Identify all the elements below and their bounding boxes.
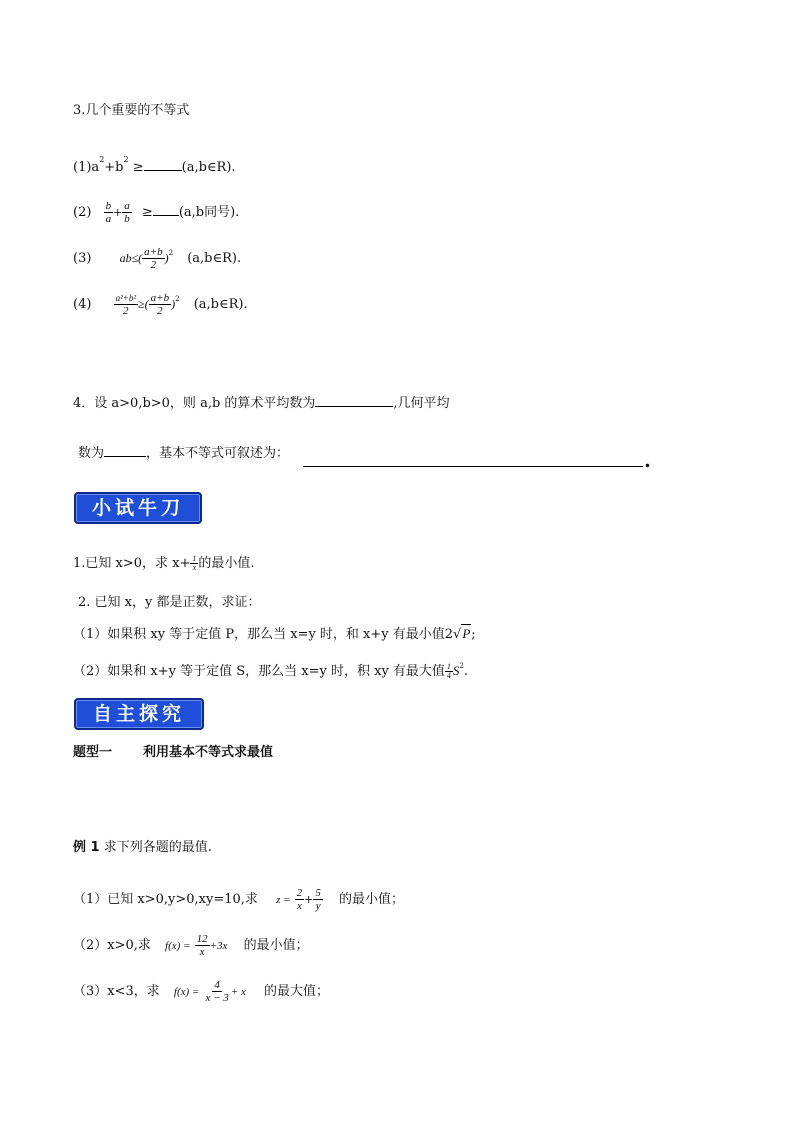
sqrt-p: P [462, 626, 471, 641]
trial-question-2-part-2 [73, 662, 468, 682]
condition: (a,b∈R). [187, 251, 242, 266]
section3-title: 3.几个重要的不等式 [73, 103, 190, 118]
answer-blank[interactable] [153, 203, 179, 216]
item-number: (1) [73, 160, 92, 175]
fraction-1-over-4: $\frac{1}{4}$ [446, 662, 451, 680]
question-text: （1）如果积 xy 等于定值 P，那么当 x=y 时，和 x+y 有最小值2 [73, 627, 454, 642]
section4-text: 数为 [78, 446, 105, 461]
question-text: ; [471, 627, 476, 642]
formula-rhs: ) [164, 251, 169, 265]
question-text: （1）已知 x>0,y>0,xy=10,求 [73, 892, 258, 907]
question-text: （2）x>0,求 [73, 938, 151, 953]
formula-lhs: ab≤( [119, 251, 143, 265]
answer-blank[interactable] [144, 158, 182, 171]
arithmetic-mean-blank[interactable] [315, 394, 393, 407]
exponent: 2 [459, 662, 464, 670]
inequality-item-2 [73, 200, 239, 225]
section-banner-trial: 小试牛刀 [74, 492, 202, 524]
question-text: 的最小值； [339, 892, 405, 907]
fraction-4-over-x-minus-3: $\frac{4}{x - 3}$ [205, 979, 229, 1004]
formula-f: f(x) = [173, 986, 200, 998]
fraction-1-over-x: $\frac{1}{x}$ [192, 554, 197, 572]
var-s: S [452, 663, 460, 678]
question-text: （2）如果和 x+y 等于定值 S，那么当 x=y 时，积 xy 有最大值 [73, 664, 445, 679]
fraction-a-plus-b-over-2: $\frac{a+b}{2}$ [150, 292, 170, 317]
trial-question-2: 2. 已知 x，y 都是正数，求证： [78, 595, 261, 610]
trial-question-2-part-1: （1）如果积 xy 等于定值 P，那么当 x=y 时，和 x+y 有最小值2√P; [73, 626, 476, 642]
plus-sign: + [113, 206, 123, 219]
fraction-a-plus-b-over-2: $\frac{a+b}{2}$ [144, 246, 163, 271]
condition: (a,b∈R). [193, 297, 248, 312]
fraction-2-over-x: $\frac{2}{x}$ [296, 887, 303, 912]
fraction-b-over-a: $\frac{b}{a}$ [105, 200, 112, 225]
topic-title: 利用基本不等式求最值 [143, 745, 274, 760]
example-heading [73, 839, 212, 857]
trial-question-1 [73, 555, 255, 573]
statement-blank[interactable] [303, 466, 643, 467]
question-text: （3）x<3，求 [73, 984, 160, 999]
fraction-a-over-b: $\frac{a}{b}$ [124, 200, 130, 225]
question-text: 的最大值； [264, 984, 330, 999]
example-part-3: （3）x<3，求 f(x) = $\frac{4}{x - 3}$ + x 的最大值； [73, 979, 330, 1004]
item-number: (3) [73, 251, 92, 266]
formula-rhs: ) [171, 297, 176, 311]
condition: (a,b∈R). [181, 160, 236, 175]
section4-text: ，基本不等式可叙述为： [146, 446, 290, 461]
exponent: 2 [175, 295, 180, 303]
item-number: (2) [73, 205, 92, 220]
fraction-12-over-x: $\frac{12}{x}$ [196, 933, 208, 958]
formula-mid: ≥( [138, 297, 149, 311]
section4-line1 [73, 394, 450, 413]
geq-symbol: ≥ [141, 205, 153, 220]
question-text: 的最小值. [198, 556, 255, 571]
inequality-item-1 [73, 155, 236, 178]
geometric-mean-blank[interactable] [104, 444, 146, 457]
exponent: 2 [123, 155, 129, 164]
item-number: (4) [73, 297, 92, 312]
fraction-5-over-y: $\frac{5}{y}$ [315, 887, 321, 912]
example-text: 求下列各题的最值. [99, 840, 212, 855]
formula-z: z = [276, 894, 291, 906]
question-text: . [463, 664, 469, 679]
plus-b: +b [104, 160, 124, 175]
example-label: 例 1 [73, 840, 100, 855]
section4-line2 [78, 444, 289, 463]
example-part-2: （2）x>0,求 f(x) = $\frac{12}{x}$ +3x 的最小值； [73, 933, 309, 958]
formula-f: f(x) = [165, 940, 191, 952]
var-a: a [91, 160, 100, 175]
geq-symbol: ≥ [132, 160, 144, 175]
section4-text: 4．设 a>0,b>0，则 a,b 的算术平均数为 [73, 396, 316, 411]
example-part-1: （1）已知 x>0,y>0,xy=10,求 z = $\frac{2}{x}$ + $\frac{5}{y}$ 的最小值； [73, 887, 405, 912]
fraction-sum-squares-over-2: $\frac{\text{a²+b²}}{2}$ [115, 293, 137, 317]
inequality-item-3 [73, 246, 241, 271]
section4-text: ,几何平均 [393, 396, 450, 411]
question-text: 1.已知 x>0，求 x+ [73, 556, 191, 571]
topic-label: 题型一 [73, 745, 113, 760]
inequality-item-4 [73, 292, 248, 317]
period-mark: . [644, 448, 651, 472]
question-text: 的最小值； [243, 938, 309, 953]
condition: (a,b同号). [178, 205, 240, 220]
exponent: 2 [99, 155, 105, 164]
section-banner-explore: 自主探究 [74, 698, 204, 730]
exponent: 2 [168, 249, 174, 257]
